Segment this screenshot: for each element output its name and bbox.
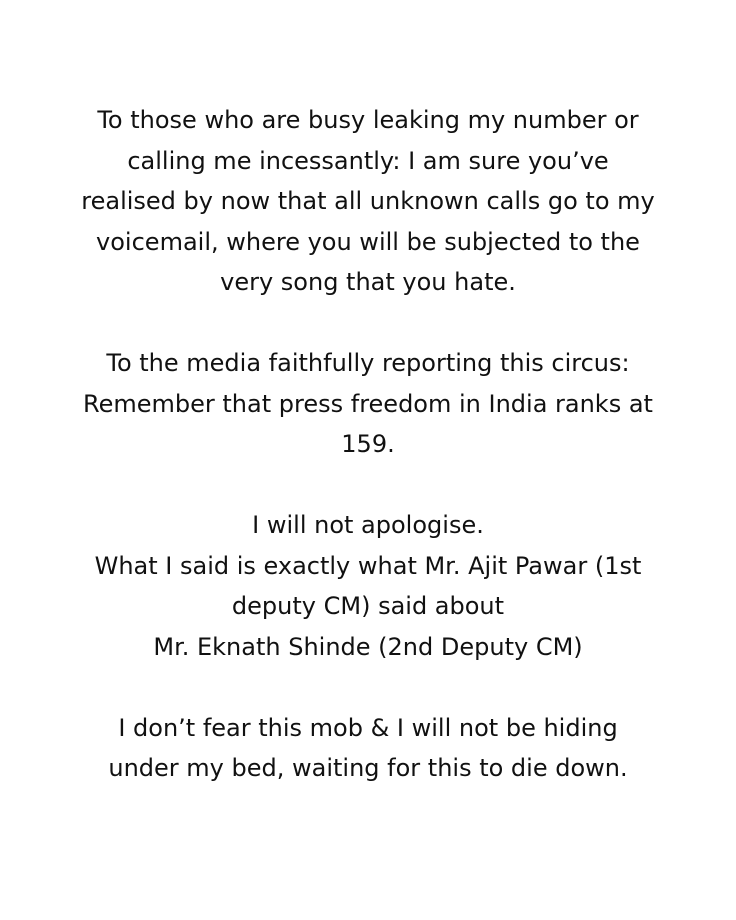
text-line: realised by now that all unknown calls go to my — [81, 187, 655, 215]
text-line: What I said is exactly what Mr. Ajit Pawar (1st — [94, 551, 642, 580]
text-line: I will not apologise. — [252, 511, 484, 539]
text-line: To the media faithfully reporting this circus: — [106, 349, 630, 377]
text-line: under my bed, waiting for this to die down. — [108, 754, 628, 782]
paragraph-apology — [30, 505, 706, 667]
paragraph-callers — [30, 100, 706, 303]
paragraph-closing — [30, 708, 706, 789]
text-line: deputy CM) said about — [231, 592, 505, 620]
text-line: very song that you hate. — [220, 268, 516, 296]
text-line: voicemail, where you will be subjected to the — [96, 227, 640, 256]
text-line: calling me incessantly: I am sure you’ve — [127, 146, 609, 175]
text-line: 159. — [341, 430, 395, 458]
text-line: To those who are busy leaking my number or — [97, 106, 639, 134]
paragraph-media — [30, 343, 706, 465]
statement-text — [30, 100, 706, 789]
text-line: Mr. Eknath Shinde (2nd Deputy CM) — [153, 632, 583, 661]
text-line: I don’t fear this mob & I will not be hiding — [118, 713, 618, 742]
text-line: Remember that press freedom in India ranks at — [83, 389, 653, 418]
